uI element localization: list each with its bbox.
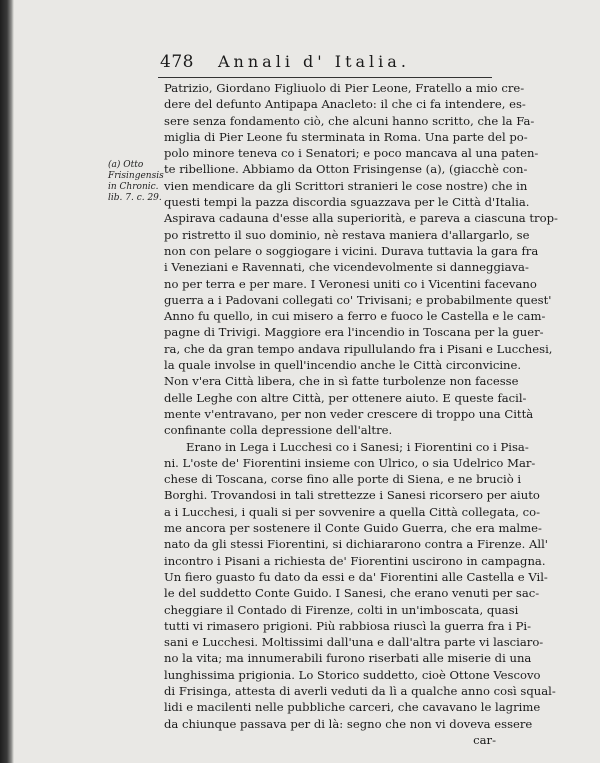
text-line: a i Lucchesi, i quali si per sovvenire a quella Città collegata, co- — [164, 504, 541, 519]
text-line: cheggiare il Contado di Firenze, colti in un'imboscata, quasi — [164, 602, 519, 617]
marginal-note-line: in Chronic. — [108, 182, 159, 192]
marginal-note — [108, 160, 164, 204]
text-line: la quale involse in quell'incendio anche le Città circonvicine. — [164, 358, 522, 373]
marginal-note-line: Frisingensis — [108, 171, 164, 181]
header-rule — [158, 77, 492, 78]
text-line: mente v'entravano, per non veder crescere di troppo una Città — [164, 406, 534, 421]
text-line: te ribellione. Abbiamo da Otton Frisingense (a), (giacchè con- — [164, 162, 528, 177]
text-line: incontro i Pisani a richiesta de' Fiorentini uscirono in campagna. — [164, 553, 546, 568]
text-line: ni. L'oste de' Fiorentini insieme con Ulrico, o sia Udelrico Mar- — [164, 455, 536, 470]
text-line: guerra a i Padovani collegati co' Trivisani; e probabilmente quest' — [164, 292, 552, 307]
text-line: miglia di Pier Leone fu sterminata in Roma. Una parte del po- — [164, 129, 528, 144]
text-line: non con pelare o soggiogare i vicini. Durava tuttavia la gara fra — [164, 243, 539, 258]
marginal-note-line: (a) Otto — [108, 160, 144, 170]
text-line: no per terra e per mare. I Veronesi uniti co i Vicentini facevano — [164, 276, 537, 291]
text-line: i Veneziani e Ravennati, che vicendevolmente si danneggiava- — [164, 260, 529, 275]
text-line: dere del defunto Antipapa Anacleto: il che ci fa intendere, es- — [164, 97, 526, 112]
text-line: di Frisinga, attesta di averli veduti da lì a qualche anno così squal- — [164, 683, 556, 698]
binding-gutter-shadow — [0, 0, 14, 763]
text-line: sani e Lucchesi. Moltissimi dall'una e dall'altra parte vi lasciaro- — [164, 635, 544, 650]
text-line: Aspirava cadauna d'esse alla superiorità, e pareva a ciascuna trop- — [164, 211, 558, 226]
marginal-note-line: lib. 7. c. 29. — [108, 193, 162, 203]
paragraph-start-line: Erano in Lega i Lucchesi co i Sanesi; i Fiorentini co i Pisa- — [186, 439, 529, 454]
running-title: Annali d' Italia. — [218, 52, 410, 71]
text-line: polo minore teneva co i Senatori; e poco mancava al una paten- — [164, 146, 539, 161]
text-line: Anno fu quello, in cui misero a ferro e fuoco le Castella e le cam- — [164, 309, 546, 324]
text-line: tutti vi rimasero prigioni. Più rabbiosa riuscì la guerra fra i Pi- — [164, 618, 532, 633]
text-line: Non v'era Città libera, che in sì fatte turbolenze non facesse — [164, 374, 519, 389]
text-line: lunghissima prigionia. Lo Storico suddetto, cioè Ottone Vescovo — [164, 667, 541, 682]
text-line: nato da gli stessi Fiorentini, si dichiararono contra a Firenze. All' — [164, 537, 548, 552]
body-text — [164, 80, 558, 748]
page-number: 478 — [160, 52, 194, 72]
text-line: me ancora per sostenere il Conte Guido Guerra, che era malme- — [164, 521, 542, 536]
text-line: pagne di Trivigi. Maggiore era l'incendio in Toscana per la guer- — [164, 325, 544, 340]
text-line: questi tempi la pazza discordia sguazzava per le Città d'Italia. — [164, 195, 530, 210]
text-line: po ristretto il suo dominio, nè restava maniera d'allargarlo, se — [164, 227, 530, 242]
catchword: car- — [473, 732, 496, 747]
text-line: le del suddetto Conte Guido. I Sanesi, che erano venuti per sac- — [164, 586, 540, 601]
text-line: confinante colla depressione dell'altre. — [164, 423, 393, 438]
text-line: Un fiero guasto fu dato da essi e da' Fiorentini alle Castella e Vil- — [164, 569, 548, 584]
text-line: lidi e macilenti nelle pubbliche carceri, che cavavano le lagrime — [164, 700, 541, 715]
text-line: chese di Toscana, corse fino alle porte di Siena, e ne bruciò i — [164, 472, 522, 487]
text-line: Borghi. Trovandosi in tali strettezze i Sanesi ricorsero per aiuto — [164, 488, 540, 503]
text-line: no la vita; ma innumerabili furono riserbati alle miserie di una — [164, 651, 532, 666]
text-line: ra, che da gran tempo andava ripullulando fra i Pisani e Lucchesi, — [164, 341, 553, 356]
text-line: da chiunque passava per di là: segno che non vi doveva essere — [164, 716, 533, 731]
text-line: delle Leghe con altre Città, per ottenere aiuto. E queste facil- — [164, 390, 527, 405]
text-line: sere senza fondamento ciò, che alcuni hanno scritto, che la Fa- — [164, 113, 535, 128]
text-line: Patrizio, Giordano Figliuolo di Pier Leone, Fratello a mio cre- — [164, 81, 525, 95]
text-line: vien mendicare da gli Scrittori stranieri le cose nostre) che in — [164, 178, 528, 193]
page-header — [160, 52, 490, 74]
